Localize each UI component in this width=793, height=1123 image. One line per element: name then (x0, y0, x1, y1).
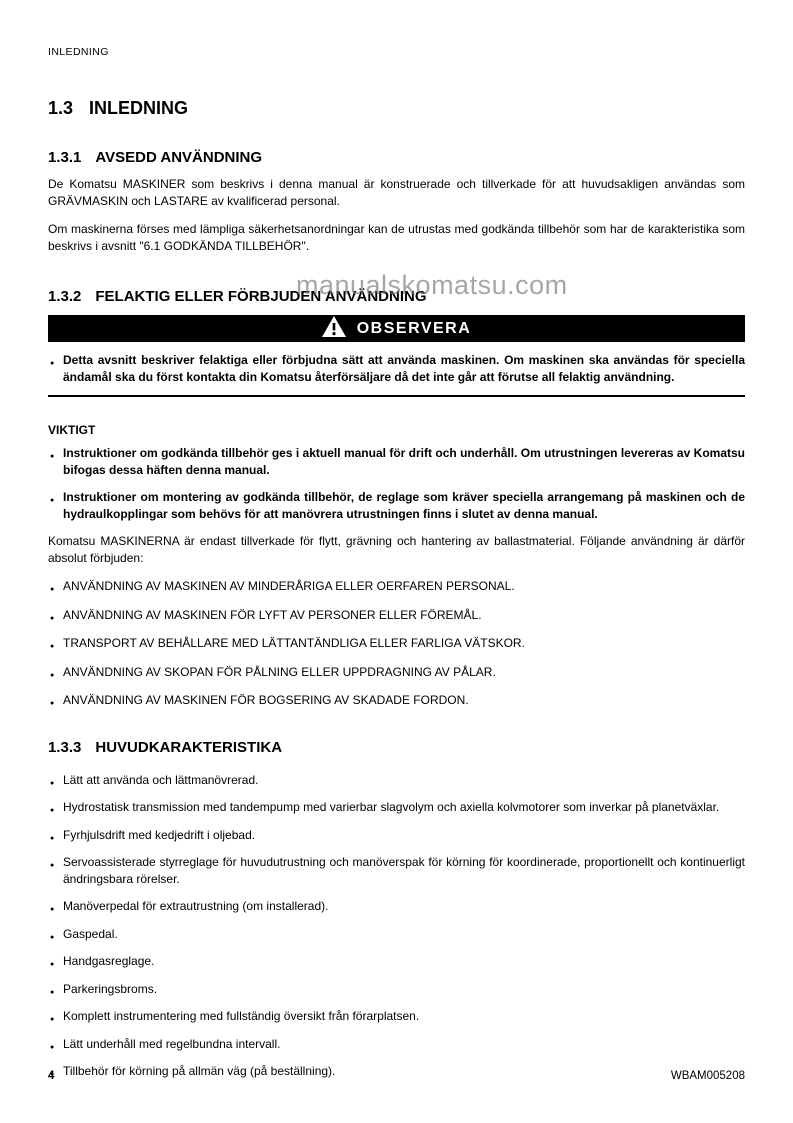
list-item: ● ANVÄNDNING AV MASKINEN FÖR BOGSERING AV SKADADE FORDON. (48, 692, 745, 709)
section-131-paragraph-1: De Komatsu MASKINER som beskrivs i denna manual är konstruerade och tillverkade för att huvudsakligen användas som GRÄVMASKIN och LASTARE av kvalificerad personal. (48, 177, 745, 208)
running-header: INLEDNING (48, 46, 109, 58)
forbidden-use-list (48, 578, 745, 709)
warning-triangle-icon (322, 316, 346, 342)
list-item: ● Lätt underhåll med regelbundna intervall. (48, 1036, 745, 1053)
section-131-label: AVSEDD ANVÄNDNING (95, 149, 263, 166)
section-title-133 (48, 739, 745, 756)
section-131-paragraph-2: Om maskinerna förses med lämpliga säkerhetsanordningar kan de utrustas med godkända tillbehör som har de karakteristika som beskrivs i avsnitt "6.1 GODKÄNDA TILLBEHÖR". (48, 222, 745, 253)
warning-bullet-list (48, 352, 745, 385)
list-item: ● Lätt att använda och lättmanövrerad. (48, 772, 745, 789)
section-132-label: FELAKTIG ELLER FÖRBJUDEN ANVÄNDNING (95, 288, 427, 305)
section-title-131 (48, 149, 745, 166)
list-item: ● Manöverpedal för extrautrustning (om installerad). (48, 898, 745, 915)
list-item: ● Gaspedal. (48, 926, 745, 943)
list-item: ● Servoassisterade styrreglage för huvudutrustning och manöverspak för körning för koordinerade, proportionellt och kontinuerligt ändringsbara rörelser. (48, 854, 745, 887)
list-item: ● Fyrhjulsdrift med kedjedrift i oljebad. (48, 827, 745, 844)
main-title-number: 1.3 (48, 98, 74, 118)
viktigt-bullet-list (48, 445, 745, 522)
list-item: ● Hydrostatisk transmission med tandempump med varierbar slagvolym och axiella kolvmotorer som inverkar på planetväxlar. (48, 799, 745, 816)
section-132-number: 1.3.2 (48, 288, 82, 305)
section-133-number: 1.3.3 (48, 738, 82, 756)
section-title-132 (48, 288, 745, 305)
warning-block (48, 352, 745, 397)
warning-rule (48, 395, 745, 397)
list-item: ● Tillbehör för körning på allmän väg (på beställning). (48, 1063, 745, 1080)
list-item: ● Instruktioner om montering av godkända tillbehör, de reglage som kräver speciella arrangemang på maskinen och de hydraulkopplingar som behövs för att manövrera utrustningen finns i slutet av denna manual. (48, 489, 745, 522)
list-item: ● Instruktioner om godkända tillbehör ges i aktuell manual för drift och underhåll. Om utrustningen levereras av Komatsu bifogas dessa häften denna manual. (48, 445, 745, 478)
section-133-label: HUVUDKARAKTERISTIKA (95, 738, 283, 756)
site-watermark: manualskomatsu.com (296, 270, 568, 300)
list-item: ● ANVÄNDNING AV MASKINEN FÖR LYFT AV PERSONER ELLER FÖREMÅL. (48, 607, 745, 624)
warning-banner (48, 315, 745, 342)
main-title (48, 98, 745, 119)
list-item: ● Handgasreglage. (48, 953, 745, 970)
list-item: ● ANVÄNDNING AV SKOPAN FÖR PÅLNING ELLER UPPDRAGNING AV PÅLAR. (48, 664, 745, 681)
characteristics-list (48, 772, 745, 1080)
warning-banner-label: OBSERVERA (356, 319, 472, 337)
list-item: ● TRANSPORT AV BEHÅLLARE MED LÄTTANTÄNDLIGA ELLER FARLIGA VÄTSKOR. (48, 635, 745, 652)
viktigt-label: VIKTIGT (48, 423, 96, 437)
section-132-paragraph-1: Komatsu MASKINERNA är endast tillverkade för flytt, grävning och hantering av ballastmaterial. Följande användning är därför absolut förbjuden: (48, 534, 745, 565)
warning-bullet: ● Detta avsnitt beskriver felaktiga eller förbjudna sätt att använda maskinen. Om maskinen ska användas för speciella ändamål ska du först kontakta din Komatsu återförsäljare då det inte går att förutse all felaktig användning. (48, 352, 745, 385)
page-number: 4 (48, 1070, 55, 1082)
page-footer (48, 1070, 745, 1082)
document-code: WBAM005208 (670, 1070, 745, 1082)
list-item: ● ANVÄNDNING AV MASKINEN AV MINDERÅRIGA ELLER OERFAREN PERSONAL. (48, 578, 745, 595)
section-131-number: 1.3.1 (48, 149, 82, 166)
list-item: ● Parkeringsbroms. (48, 981, 745, 998)
main-title-label: INLEDNING (89, 98, 189, 118)
list-item: ● Komplett instrumentering med fullständig översikt från förarplatsen. (48, 1008, 745, 1025)
